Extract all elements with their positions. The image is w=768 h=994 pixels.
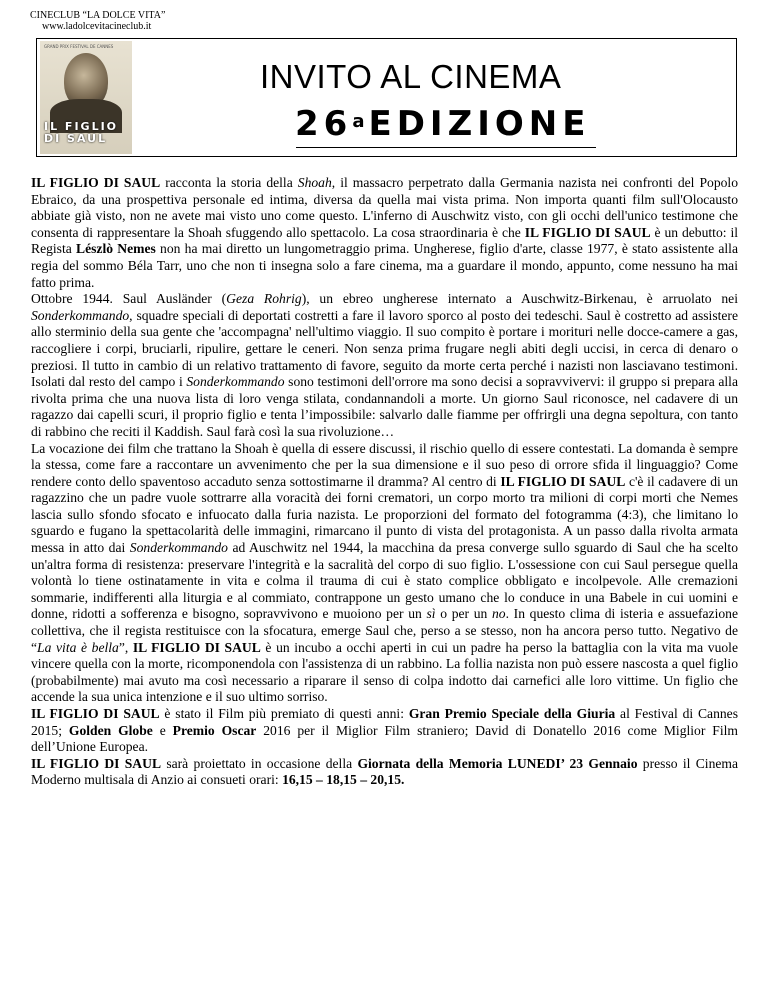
text: , il massacro perpetrato dalla Germania nazista nei confronti del Popolo Ebraico, da una prospettiva personale ed intima, diversa da quella mai vista prima. Non importa quanti film sull'Olocausto abbiate già visto, non ne avete mai visto uno come questo. L'inferno di Auschwitz visto, con gli occhi dell'unico testimone che consenta di rappresentare la Shoah sfuggendo allo spettacolo. La cosa straordinaria è che bbox=[31, 175, 738, 240]
edition-title bbox=[295, 104, 635, 144]
poster-title bbox=[44, 121, 128, 145]
film-title: IL FIGLIO DI SAUL bbox=[132, 639, 261, 655]
italic-text: Sonderkommando bbox=[129, 540, 228, 556]
text: o per un bbox=[435, 606, 492, 622]
screening-times: 16,15 – 18,15 – 20,15. bbox=[282, 772, 405, 788]
poster-title-line1: IL FIGLIO bbox=[44, 120, 119, 133]
award-name: Gran Premio Speciale della Giuria bbox=[408, 706, 616, 721]
paragraph-intro bbox=[31, 175, 738, 291]
text: non ha mai diretto un lungometraggio prima. Ungherese, figlio d'arte, classe 1977, è stato assistente alla regia del sommo Béla Tarr, uno che non ti insegna solo a fare cinema, ma a guardare il mondo, appunto, come nessuno ha mai fatto prima. bbox=[31, 241, 738, 290]
text: ad Auschwitz nel 1944, la macchina da presa converge sullo sguardo di Saul che ha scelto un'altra forma di resistenza: preservare l'integrità e la sacralità del corpo di suo figlio. L'ossessione con cui Saul persegue quella volontà lo tiene ostinatamente in vita e colma il trauma di cui è stato complice obbligato e incolpevole. Alle cremazioni sommarie, indifferenti alla liturgia e al commiato, contrappone un gesto umano che lo conduce in una Babele in cui uomini e donne, ridotti a sofferenza e bisogno, sopravvivono e muoiono per un bbox=[31, 540, 738, 622]
film-title: IL FIGLIO DI SAUL bbox=[31, 175, 161, 190]
award-name: Premio Oscar bbox=[172, 722, 257, 738]
article-body bbox=[31, 175, 738, 789]
edition-number: 26 bbox=[295, 104, 353, 144]
actor-name: Geza Rohrig bbox=[226, 291, 302, 307]
edition-ordinal: a bbox=[352, 111, 365, 132]
paragraph-screening bbox=[31, 756, 738, 789]
club-website: www.ladolcevitacineclub.it bbox=[42, 21, 152, 32]
title-underline bbox=[296, 147, 596, 148]
text: La vocazione dei film che trattano la Shoah è quella di essere discussi, il rischio quello di essere contestati. La domanda è sempre la stessa, come fare a raccontare un avvenimento che per la sua dimensione e il suo peso di orrore sfida il linguaggio? Come rendere conto dello spaventoso accaduto senza sottostimarne il dramma? Al centro di bbox=[31, 440, 738, 489]
text: ), un ebreo ungherese internato a Auschwitz-Birkenau, è arruolato nei bbox=[301, 291, 738, 307]
paragraph-awards bbox=[31, 706, 738, 756]
text: e bbox=[152, 722, 173, 738]
italic-text: Shoah bbox=[297, 175, 332, 190]
text: c'è il cadavere di un ragazzino che un padre vuole sottrarre alla voracità dei forni crematori, un corpo morto tra milioni di corpi morti che Nemes lascia sullo sfondo sfocato e infuocato dalla furia nazista. Le proporzioni del formato del fotogramma (4:3), che limitano lo sguardo e fugano la spettacolarità delle immagini, rimarcano il punto di vista del protagonista. A un passo dalla rivolta armata messa in atto dai bbox=[31, 473, 738, 556]
italic-text: Sonderkommando bbox=[31, 307, 130, 323]
text: racconta la storia della bbox=[160, 175, 298, 190]
poster-title-line2: DI SAUL bbox=[44, 132, 108, 145]
paragraph-analysis bbox=[31, 441, 738, 707]
italic-text: no bbox=[492, 606, 506, 622]
text: 2016 per il Miglior Film straniero; David di Donatello 2016 come Miglior Film dell’Unione Europea. bbox=[31, 722, 738, 755]
page-title: INVITO AL CINEMA bbox=[260, 58, 562, 95]
screening-date: Giornata della Memoria LUNEDI’ 23 Gennaio bbox=[357, 755, 638, 771]
text: . In questo clima di isteria e assuefazione collettiva, che il regista restituisce con la sfocatura, emerge Saul che, perso a se stesso, non ha ancora perso tutto. Negativo de “ bbox=[31, 606, 738, 655]
edition-word: EDIZIONE bbox=[368, 104, 591, 144]
film-title: IL FIGLIO DI SAUL bbox=[31, 755, 162, 771]
paragraph-plot bbox=[31, 291, 738, 440]
text: sarà proiettato in occasione della bbox=[161, 755, 358, 771]
text: presso il Cinema Moderno multisala di Anzio ai consueti orari: bbox=[31, 755, 739, 788]
movie-poster bbox=[40, 41, 132, 154]
text: , squadre speciali di deportati costretti a fare il lavoro sporco al posto dei tedeschi. Saul è costretto ad assistere allo sterminio della sua gente che 'accompagna' nell'ultimo viaggio. Il suo compito è portare i morituri nelle docce-camere a gas, raccogliere i corpi, bruciarli, ripulire, gettare le ceneri. Non senza prima frugare negli abiti degli uccisi, in cerca di denaro o preziosi. Il tutto in cambio di un relativo trattamento di favore, seguito da morte certa perché i nazisti non lasciavano testimoni. Isolati dal resto del campo i bbox=[31, 307, 738, 390]
film-title: IL FIGLIO DI SAUL bbox=[500, 473, 626, 489]
italic-text: Sonderkommando bbox=[186, 374, 285, 390]
text: è stato il Film più premiato di questi anni: bbox=[159, 706, 409, 721]
poster-top-text: GRAND PRIX FESTIVAL DE CANNES bbox=[44, 44, 114, 49]
film-title: IL FIGLIO DI SAUL bbox=[524, 224, 651, 240]
film-title: IL FIGLIO DI SAUL bbox=[31, 706, 160, 721]
text: ”, bbox=[118, 639, 133, 655]
text: Ottobre 1944. Saul Ausländer ( bbox=[31, 291, 227, 307]
club-name: CINECLUB “LA DOLCE VITA” bbox=[30, 10, 166, 21]
club-header bbox=[30, 10, 165, 32]
italic-text: sì bbox=[426, 606, 436, 622]
text: sono testimoni dell'orrore ma sono decisi a sopravvivervi: il gruppo si prepara alla rivolta prima che una nuova lista di loro venga stilata, condannandoli a morte. Un giorno Saul riconosce, nel cadavere di un ragazzo dai capelli scuri, il proprio figlio e tenta l’impossibile: salvarlo dalle fiamme per offrirgli una degna sepoltura, con tanto di rabbino che reciti il Kaddish. Saul farà così la sua rivoluzione… bbox=[31, 374, 738, 439]
award-name: Golden Globe bbox=[68, 722, 153, 738]
director-name: Lészlò Nemes bbox=[76, 241, 156, 257]
text: al Festival di Cannes 2015; bbox=[31, 706, 738, 738]
text: è un debutto: il Regista bbox=[31, 224, 738, 257]
text: è un incubo a occhi aperti in cui un padre ha perso la battaglia con la vita ma vuole vincere quella con la morte, ricomponendola con l'assistenza di un rabbino. La follia nazista non può essere nascosta a quel figlio (probabilmente) mai avuto ma così necessario a riparare il senso di colpa indotto dai carnefici alle loro vittime. Un figlio che accende la sua unica intenzione e il suo ultimo sorriso. bbox=[31, 639, 738, 705]
italic-text: La vita è bella bbox=[37, 639, 119, 655]
